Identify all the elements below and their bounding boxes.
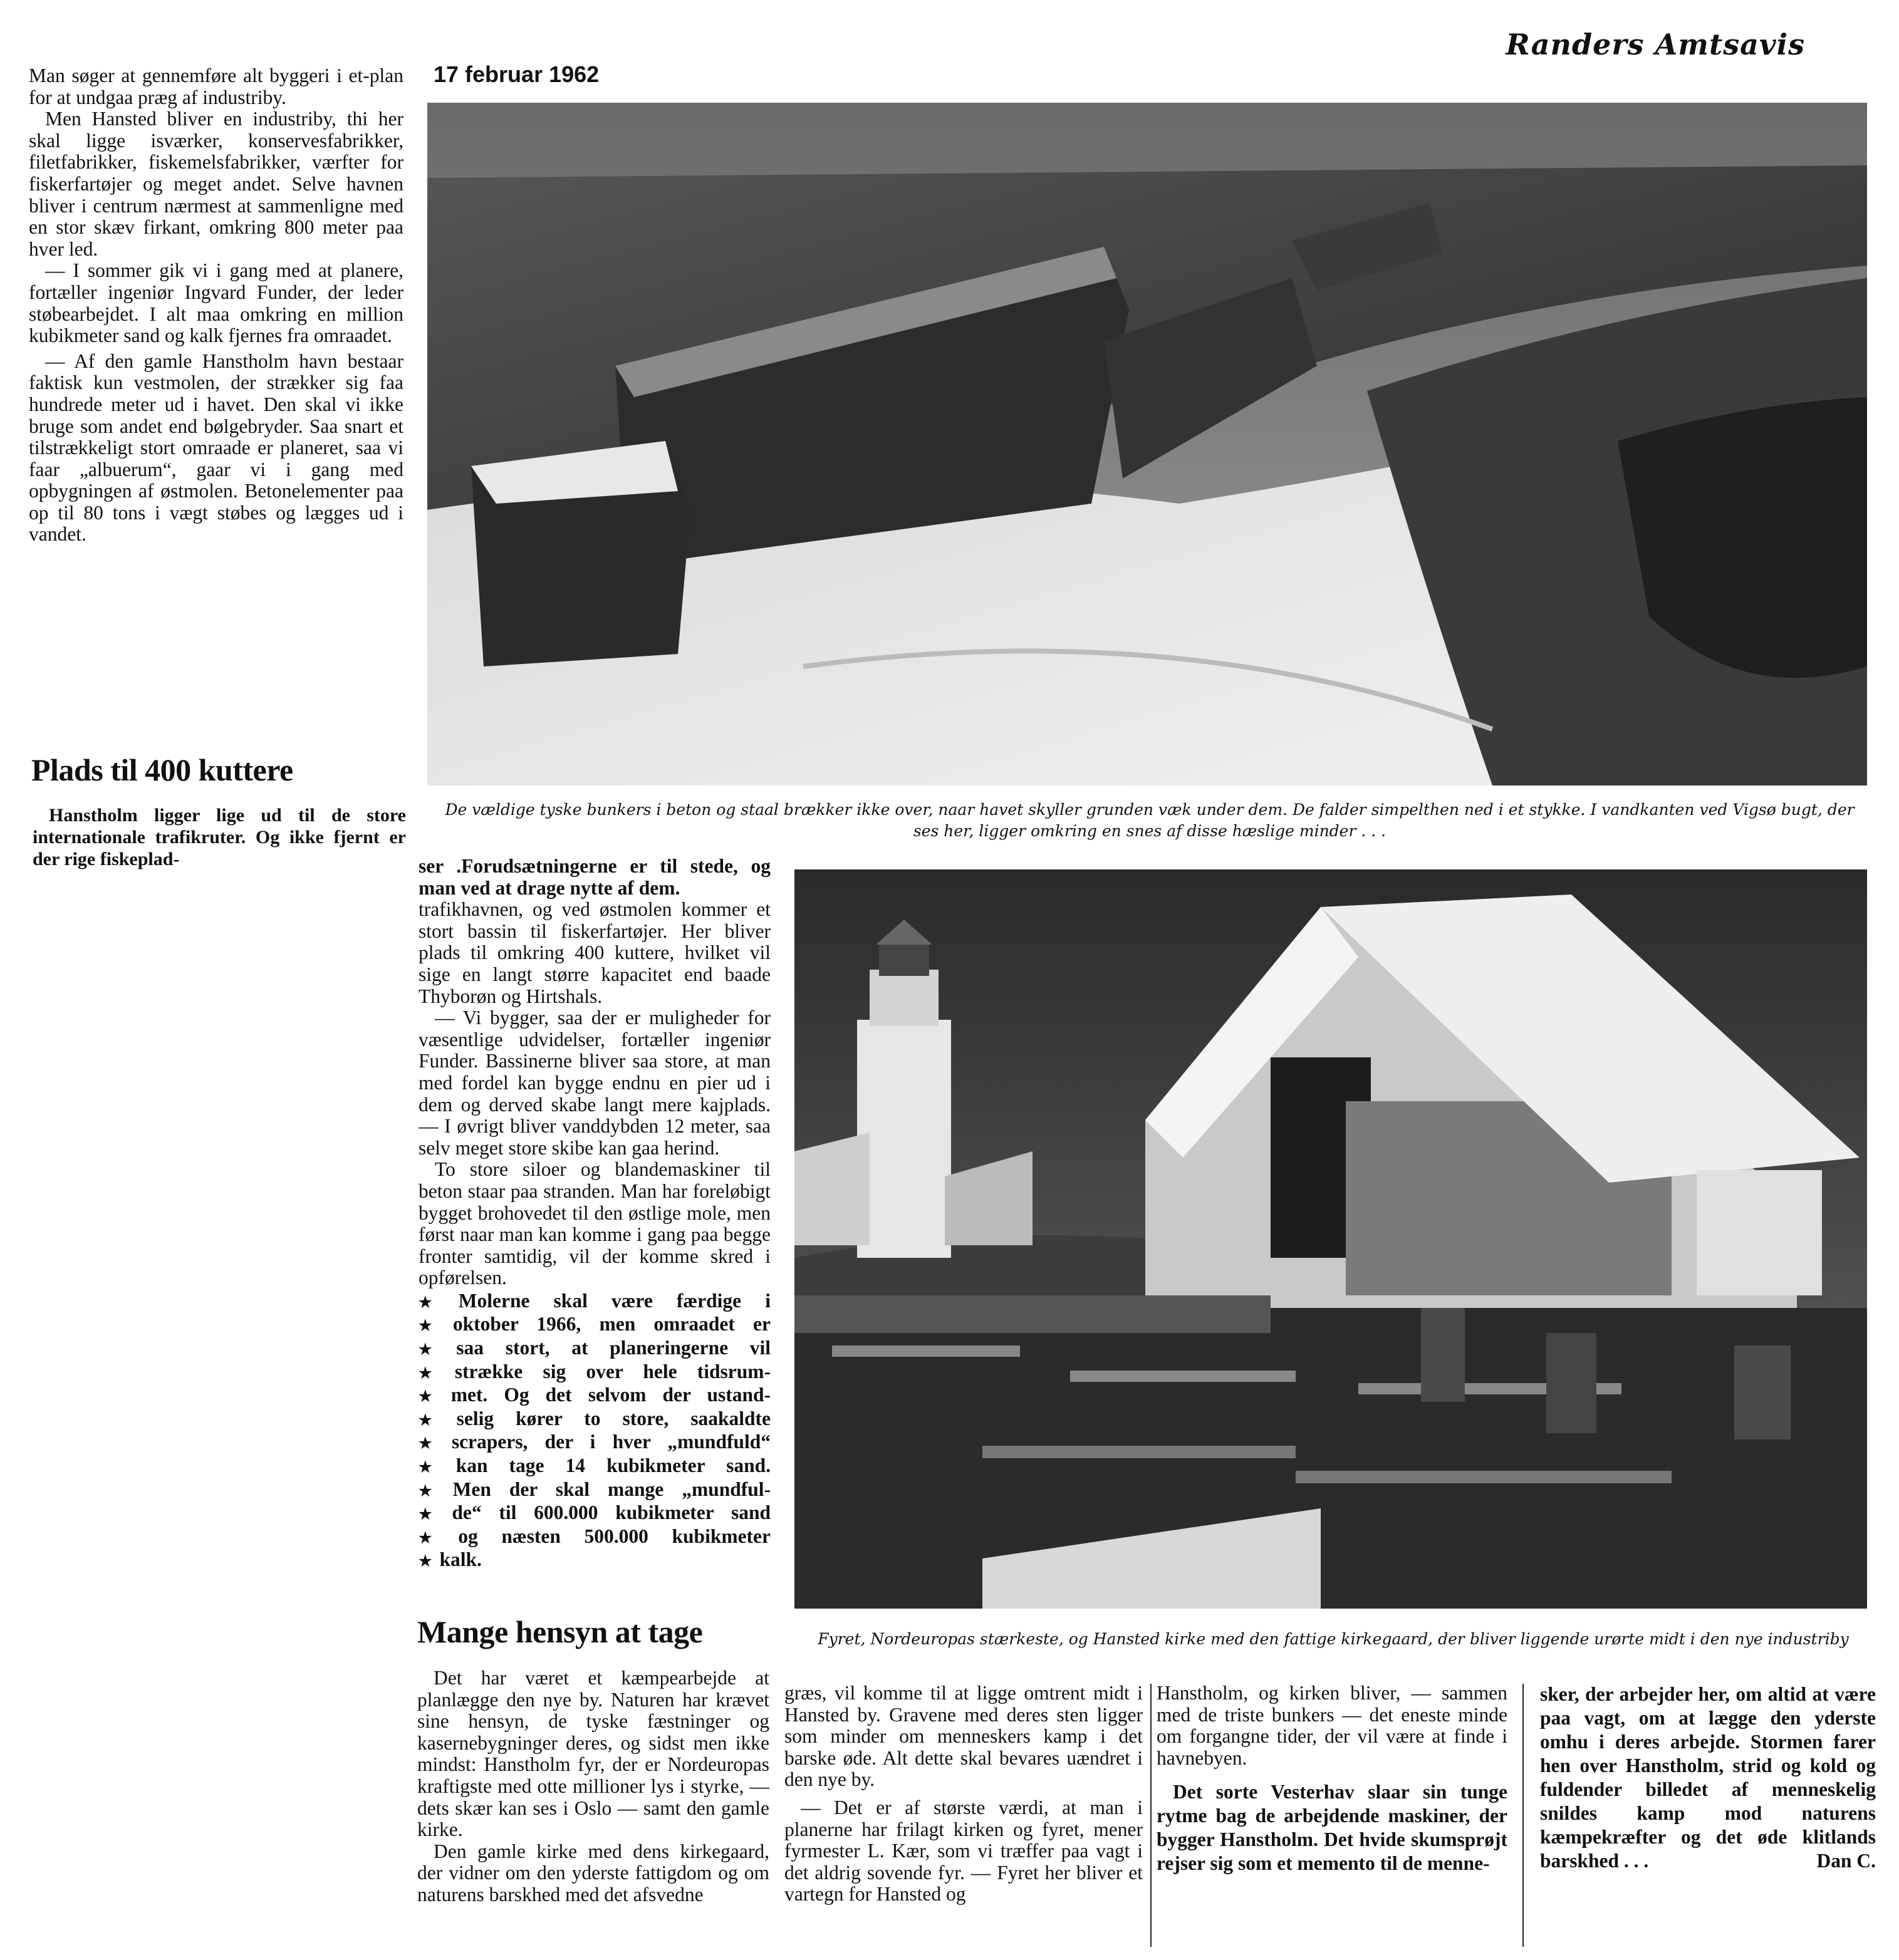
byline: Dan C. <box>1816 1850 1876 1872</box>
star-line: ★ strække sig over hele tidsrum- <box>419 1361 771 1385</box>
paragraph: trafikhavnen, og ved østmolen kommer et stort bassin til fiskerfartøjer. Her bliver plads til omkring 400 kuttere, hvilket vil sige en langt større kapacitet end baade Thyborøn og Hirtshals. <box>419 898 771 1007</box>
headline-plads: Plads til 400 kuttere <box>31 752 293 787</box>
masthead: Randers Amtsavis <box>1506 28 1805 61</box>
lead-paragraph <box>33 804 406 870</box>
photo-church-lighthouse <box>794 869 1867 1609</box>
paragraph: — Vi bygger, saa der er muligheder for væsentlige udvidelser, fortæller ingeniør Funder. Bassinerne bliver saa store, at man med fordel kan bygge endnu en pier ud i dem og derved skabe langt mere kajplads. — I øvrigt bliver vanddybden 12 meter, saa selv meget store skibe kan gaa herind. <box>419 1007 771 1159</box>
paragraph: To store siloer og blandemaskiner til beton staar paa stranden. Man har foreløbigt bygget brohovedet til den østlige mole, men først naar man kan komme i gang paa begge fronter samtidig, vil der komme skred i opførelsen. <box>419 1158 771 1289</box>
lead-continued: ser .Forudsætningerne er til stede, og man ved at drage nytte af dem. <box>419 855 771 899</box>
star-line: ★ selig kører to store, saakaldte <box>419 1408 771 1432</box>
column-rule <box>1150 1684 1152 1947</box>
bottom-column-1 <box>417 1667 769 1906</box>
middle-column <box>419 856 771 1573</box>
paragraph: græs, vil komme til at ligge omtrent midt i Hansted by. Gravene med deres sten ligger som minder om menneskers kamp i det barske øde. Alt dette skal bevares uændret i den nye by. <box>784 1682 1143 1791</box>
caption-bunkers: De vældige tyske bunkers i beton og staal brækker ikke over, naar havet skyller grunden væk under dem. De falder simpelthen ned i et stykke. I vandkanten ved Vigsø bugt, der ses her, ligger omkring en snes af disse hæslige minder . . . <box>445 801 1855 840</box>
bottom-column-2 <box>784 1683 1143 1906</box>
photo-bunkers <box>427 103 1867 786</box>
caption-church-lighthouse: Fyret, Nordeuropas stærkeste, og Hansted kirke med den fattige kirkegaard, der bliver liggende urørte midt i den nye industriby <box>818 1630 1849 1648</box>
star-line: ★ met. Og det selvom der ustand- <box>419 1384 771 1408</box>
paragraph: sker, der arbejder her, om altid at være paa vagt, om at lægge den yderste omhu i deres arbejde. Stormen farer hen over Hanstholm, strid og kold og fuldender billedet af menneskelig snildes kamp mod naturens kæmpekræfter og det øde klitlands barskhed . . . <box>1540 1683 1876 1872</box>
paragraph: Det sorte Vesterhav slaar sin tunge rytme bag de arbejdende maskiner, der bygger Hanstholm. Det hvide skumsprøjt rejser sig som et memento til de menne- <box>1157 1781 1507 1875</box>
star-line: ★ scrapers, der i hver „mundfuld“ <box>419 1431 771 1455</box>
bottom-column-4 <box>1540 1683 1876 1873</box>
star-line: ★ de“ til 600.000 kubikmeter sand <box>419 1502 771 1526</box>
star-line: ★ kalk. <box>419 1549 771 1573</box>
star-line: ★ oktober 1966, men omraadet er <box>419 1314 771 1337</box>
left-column <box>29 65 403 546</box>
paragraph: Den gamle kirke med dens kirkegaard, der vidner om den yderste fattigdom og om naturens barskhed med det afsvedne <box>417 1840 769 1906</box>
star-line: ★ kan tage 14 kubikmeter sand. <box>419 1455 771 1479</box>
paragraph: Hanstholm, og kirken bliver, — sammen med de triste bunkers — det eneste minde om forgangne tider, der vil være at finde i havnebyen. <box>1157 1682 1507 1769</box>
lead-text: Hanstholm ligger lige ud til de store internationale trafikruter. Og ikke fjernt er der rige fiskeplad- <box>33 805 406 869</box>
dateline: 17 februar 1962 <box>434 61 600 87</box>
star-line: ★ saa stort, at planeringerne vil <box>419 1337 771 1361</box>
headline-mange-hensyn: Mange hensyn at tage <box>417 1614 703 1649</box>
column-rule <box>1522 1684 1524 1947</box>
star-line: ★ og næsten 500.000 kubikmeter <box>419 1526 771 1550</box>
paragraph: — Det er af største værdi, at man i planerne har frilagt kirken og fyret, mener fyrmester L. Kær, som vi træffer paa vagt i det aldrig sovende fyr. — Fyret her bliver et vartegn for Hansted og <box>784 1796 1143 1906</box>
paragraph: Det har været et kæmpearbejde at planlægge den nye by. Naturen har krævet sine hensyn, de tyske fæstninger og kasernebygninger deres, og sidst men ikke mindst: Hanstholm fyr, der er Nordeuropas kraftigste med otte millioner lys i styrke, — dets skær kan ses i Oslo — samt den gamle kirke. <box>417 1667 769 1841</box>
paragraph: Men Hansted bliver en industriby, thi her skal ligge isværker, konservesfabrikker, filetfabrikker, fiskemelsfabrikker, værfter for fiskerfartøjer og meget andet. Selve havnen bliver i centrum nærmest at sammenligne med en stor skæv firkant, omkring 800 meter paa hver led. <box>29 108 403 260</box>
paragraph: Man søger at gennemføre alt byggeri i et-plan for at undgaa præg af industriby. <box>29 65 403 108</box>
bottom-column-3 <box>1157 1683 1507 1875</box>
paragraph: — I sommer gik vi i gang med at planere, fortæller ingeniør Ingvard Funder, der leder støbearbejdet. I alt maa omkring en million kubikmeter sand og kalk fjernes fra omraadet. <box>29 259 403 347</box>
star-list <box>419 1290 771 1573</box>
star-line: ★ Molerne skal være færdige i <box>419 1290 771 1314</box>
paragraph: — Af den gamle Hanstholm havn bestaar faktisk kun vestmolen, der strækker sig faa hundrede meter ud i havet. Den skal vi ikke bruge som andet end bølgebryder. Saa snart et tilstrækkeligt stort omraade er planeret, saa vi faar „albuerum“, gaar vi i gang med opbygningen af østmolen. Betonelementer paa op til 80 tons i vægt støbes og lægges ud i vandet. <box>29 350 403 546</box>
star-line: ★ Men der skal mange „mundful- <box>419 1479 771 1503</box>
